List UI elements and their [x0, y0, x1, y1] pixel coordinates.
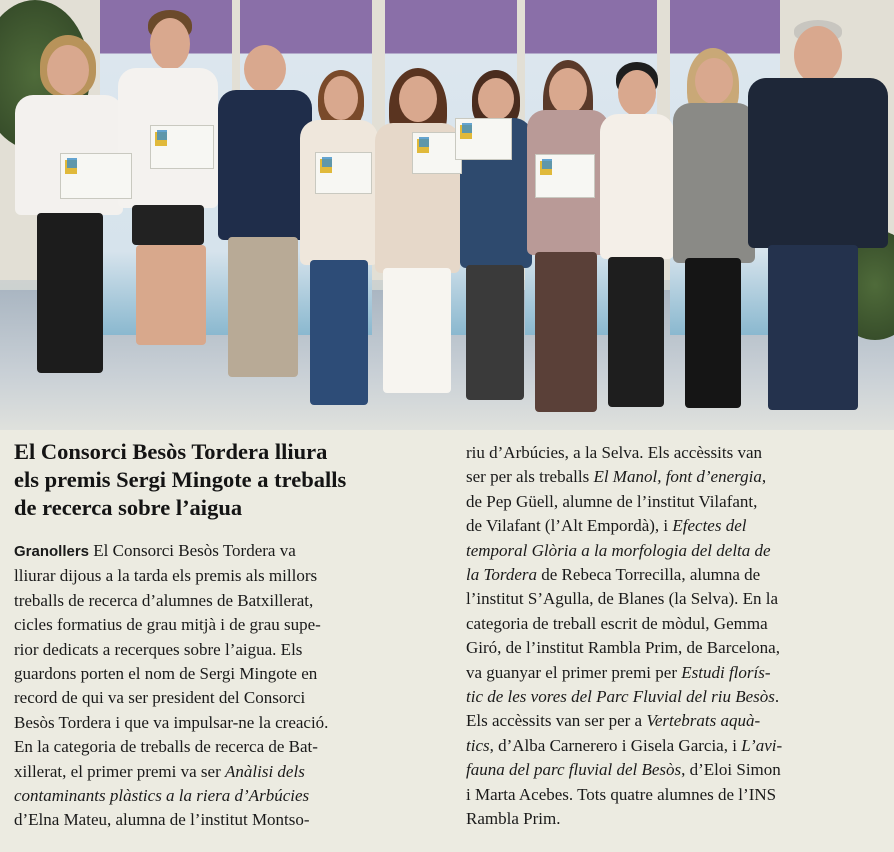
body-text: record de qui va ser president del Consorci [14, 688, 306, 708]
body-line [14, 735, 452, 759]
person [15, 35, 125, 395]
body-line [466, 758, 880, 782]
person [673, 48, 755, 368]
location-label: Granollers [14, 543, 90, 560]
body-line [466, 563, 880, 587]
body-line [14, 638, 452, 662]
person [460, 70, 532, 350]
article-column-2 [466, 441, 880, 832]
body-text: cicles formatius de grau mitjà i de grau supe- [14, 615, 321, 635]
person [118, 10, 220, 370]
work-title: fauna del parc fluvial del Besòs [466, 760, 682, 780]
body-text: l’institut S’Agulla, de Blanes (la Selva). En la [466, 589, 779, 609]
body-line [466, 783, 880, 807]
headline-line: El Consorci Besòs Tordera lliura [14, 439, 328, 464]
work-title: la Tordera [466, 565, 538, 585]
body-text: En la categoria de treballs de recerca de Bat- [14, 737, 318, 757]
body-text: treballs de recerca d’alumnes de Batxillerat, [14, 590, 314, 610]
body-line [466, 514, 880, 538]
body-line [14, 808, 452, 832]
body-text: , d’Alba Carnerero i Gisela Garcia, i [489, 735, 742, 755]
person [375, 68, 460, 348]
body-line [14, 539, 452, 564]
person [300, 70, 378, 350]
body-text: Besòs Tordera i que va impulsar-ne la creació. [14, 712, 329, 732]
body-text: Giró, de l’institut Rambla Prim, de Barcelona, [466, 638, 780, 658]
work-title: Efectes del [672, 516, 747, 536]
body-text: de Rebeca Torrecilla, alumna de [537, 565, 761, 585]
work-title: tics [466, 735, 490, 755]
body-line [14, 589, 452, 613]
headline-line: els premis Sergi Mingote a treballs [14, 467, 347, 492]
body-text: de Pep Güell, alumne de l’institut Vilafant, [466, 491, 758, 511]
body-line [466, 661, 880, 685]
body-text: rior dedicats a recerques sobre l’aigua. Els [14, 639, 303, 659]
body-line [14, 760, 452, 784]
body-line [466, 490, 880, 514]
body-line [466, 465, 880, 489]
body-text: xillerat, el primer premi va ser [14, 761, 225, 781]
person [748, 20, 888, 420]
diploma [60, 153, 132, 199]
diploma [150, 125, 214, 169]
body-text: categoria de treball escrit de mòdul, Gemma [466, 613, 768, 633]
work-title: L’avi- [741, 735, 783, 755]
body-text: Rambla Prim. [466, 809, 561, 829]
work-title: tic de les vores del Parc Fluvial del riu Besòs [466, 687, 775, 707]
body-line [466, 734, 880, 758]
work-title: Anàlisi dels [225, 761, 305, 781]
headline-line: de recerca sobre l’aigua [14, 495, 243, 520]
person [218, 45, 312, 345]
body-line [14, 564, 452, 588]
work-title: Estudi florís- [681, 662, 771, 682]
work-title: Vertebrats aquà- [646, 711, 761, 731]
body-line [466, 612, 880, 636]
body-line [466, 709, 880, 733]
body-line [466, 539, 880, 563]
body-line [466, 636, 880, 660]
body-text: Els accèssits van ser per a [466, 711, 647, 731]
body-line [14, 784, 452, 808]
work-title: contaminants plàstics a la riera d’Arbúcies [14, 786, 310, 806]
body-line [14, 711, 452, 735]
body-text: guardons porten el nom de Sergi Mingote en [14, 664, 318, 684]
work-title: temporal Glòria a la morfologia del delta de [466, 540, 771, 560]
body-text: d’Elna Mateu, alumna de l’institut Montso- [14, 810, 310, 830]
body-text: i Marta Acebes. Tots quatre alumnes de l’INS [466, 784, 777, 804]
diploma [315, 152, 372, 194]
body-line [14, 613, 452, 637]
body-text: . [774, 687, 780, 707]
body-text: va guanyar el primer premi per [466, 662, 682, 682]
body-line [14, 662, 452, 686]
work-title: El Manol, font d’energia [593, 467, 762, 487]
body-line [466, 587, 880, 611]
body-line [466, 441, 880, 465]
body-text: de Vilafant (l’Alt Empordà), i [466, 516, 673, 536]
body-text: , d’Eloi Simon [681, 760, 781, 780]
person [527, 60, 609, 360]
body-text: riu d’Arbúcies, a la Selva. Els accèssits van [466, 443, 762, 462]
diploma [455, 118, 512, 160]
body-line [466, 807, 880, 831]
body-text: El Consorci Besòs Tordera va [89, 541, 296, 560]
body-line [14, 686, 452, 710]
body-text: , [761, 467, 767, 487]
body-text: lliurar dijous a la tarda els premis als millors [14, 566, 318, 586]
body-text: ser per als treballs [466, 467, 594, 487]
article-headline [14, 438, 454, 522]
body-line [466, 685, 880, 709]
person [600, 62, 674, 362]
article-column-1 [14, 539, 452, 833]
diploma [535, 154, 595, 198]
